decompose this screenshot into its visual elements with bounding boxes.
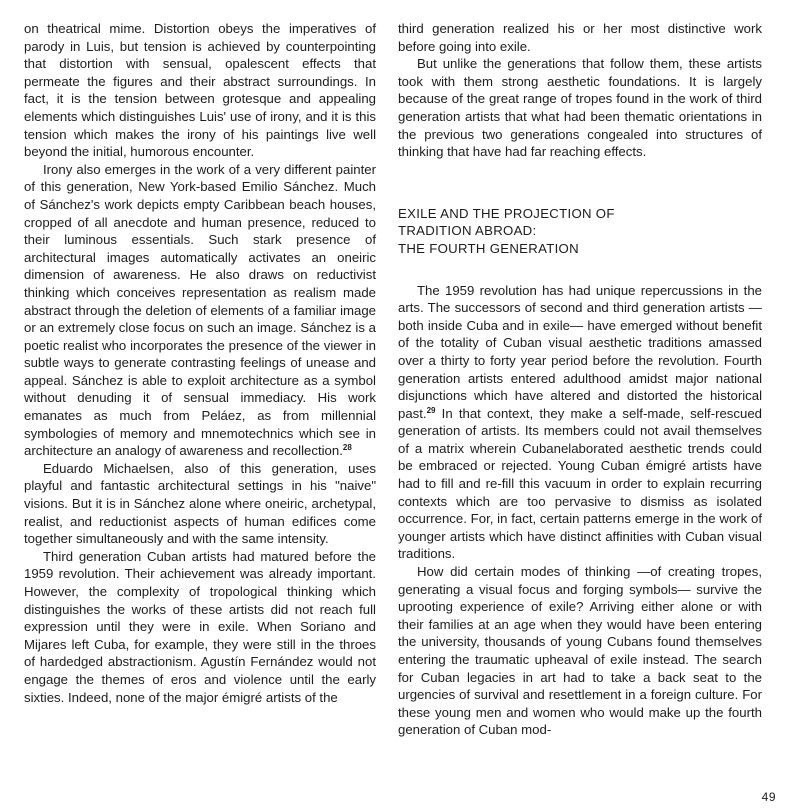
paragraph-text: Irony also emerges in the work of a very different painter of this generation, New York-based Emilio Sánchez. Much of Sánchez's work depicts empty Caribbean beach houses, cropped of all anecdote and human presence, reduced to their luminous essentials. Such stark presence of architectural images automatically activates an oneiric dimension of awareness. He also draws on reductivist thinking which conceives representation as realism made abstract through the deletion of elements of a familiar image or an extremely close focus on such an image. Sánchez is a poetic realist who incorporates the presence of the viewer in subtle ways to generate contrasting feelings of unease and appeal. Sánchez is able to exploit architecture as a symbol without denuding it of sensual immediacy. His work emanates as much from Peláez, as from millennial symbologies of memory and mnemotechnics which see in architecture an analogy of awareness and recollection. <box>24 161 376 459</box>
heading-line: TRADITION ABROAD: <box>398 223 537 239</box>
body-paragraph: on theatrical mime. Distortion obeys the imperatives of parody in Luis, but tension is achieved by counterpointing that distortion with sensual, opalescent effects that permeate the figures and their abstract surroundings. In fact, it is the tension between grotesque and appealing elements which distinguishes Luis' use of irony, and it is this tension which makes the irony of his paintings live well beyond the initial, humorous encounter. <box>24 21 376 160</box>
footnote-ref: 29 <box>426 405 436 415</box>
paragraph-text: In that context, they make a self-made, self-rescued generation of artists. Its members could not avail themselves of a matrix wherein Cubanelaborated aesthetic trends could be embraced or rejected. Young Cuban émigré artists have had to fill and re-fill this vacuum in order to explain recurring contexts which are too pervasive to dismiss as isolated occurrence. For, in fact, certain patterns emerge in the work of younger artists which have distinct affinities with Cuban visual traditions. <box>398 405 762 562</box>
section-heading <box>398 205 762 258</box>
body-paragraph: How did certain modes of thinking —of creating tropes, generating a visual focus and forging symbols— survive the uprooting experience of exile? Arriving either alone or with their families at an age when they would have been entering the university, thousands of young Cubans found themselves entering the traumatic upheaval of exile instead. The search for Cuban legacies in art had to take a back seat to the urgencies of survival and resettlement in a foreign culture. For these young men and women who would make up the fourth generation of Cuban mod- <box>398 564 762 738</box>
right-column <box>398 20 762 739</box>
heading-line: THE FOURTH GENERATION <box>398 240 579 256</box>
body-paragraph <box>24 161 376 460</box>
body-paragraph: Third generation Cuban artists had matured before the 1959 revolution. Their achievement was already important. However, the complexity of tropological thinking which distinguishes the works of these artists did not reach full expression until they were in exile. When Soriano and Mijares left Cuba, for example, they were still in the throes of hardedged abstractionism. Agustín Fernández would not engage the themes of eros and violence until the early sixties. Indeed, none of the major émigré artists of the <box>24 548 376 705</box>
left-column <box>24 20 376 706</box>
heading-line: EXILE AND THE PROJECTION OF <box>398 205 615 221</box>
footnote-ref: 28 <box>342 443 352 453</box>
body-paragraph: But unlike the generations that follow them, these artists took with them strong aesthetic foundations. It is largely because of the great range of tropes found in the work of third generation artists that what had been thematic orientations in the previous two generations congealed into structures of thinking that have had far reaching effects. <box>398 56 762 160</box>
body-paragraph <box>398 282 762 564</box>
body-paragraph: Eduardo Michaelsen, also of this generation, uses playful and fantastic architectural settings in his "naive" visions. But it is in Sánchez alone where oneiric, archetypal, realist, and reductionist aspects of human edifices come together simultaneously and with the same intensity. <box>24 460 376 547</box>
page-number: 49 <box>761 790 776 804</box>
body-paragraph: third generation realized his or her most distinctive work before going into exile. <box>398 21 762 54</box>
paragraph-text: The 1959 revolution has had unique repercussions in the arts. The successors of second and third generation artists —both inside Cuba and in exile— have emerged without benefit of the totality of Cuban visual aesthetic traditions amassed over a thirty to forty year period before the revolution. Fourth generation artists entered adulthood amidst major national disjunctions which have altered and distorted the historical past. <box>398 282 762 421</box>
